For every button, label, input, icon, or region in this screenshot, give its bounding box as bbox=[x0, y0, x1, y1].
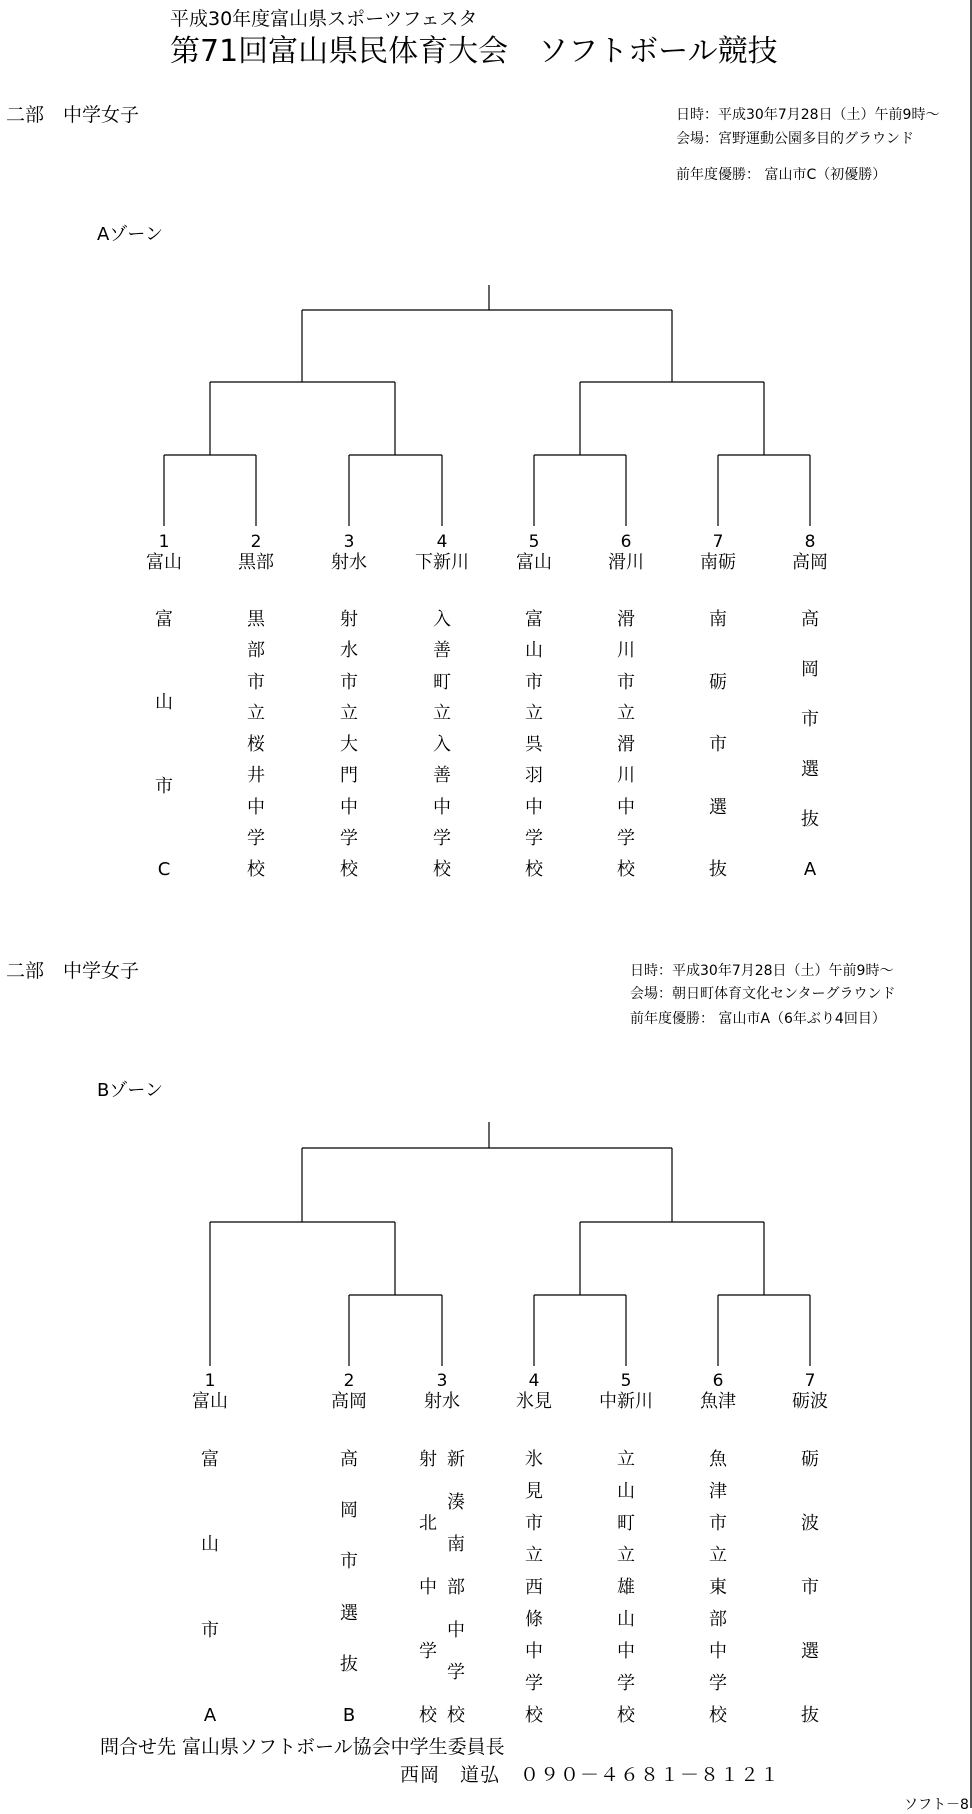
team-name-char: 岡 bbox=[340, 1500, 358, 1522]
team-name-char: 市 bbox=[201, 1619, 219, 1641]
team-name-char: 学 bbox=[617, 827, 635, 849]
page-label: ソフト－8 bbox=[904, 1797, 969, 1813]
team-short-name: 滑川 bbox=[608, 552, 644, 573]
team-name-char: 富 bbox=[201, 1449, 219, 1470]
team-name-char: 立 bbox=[617, 702, 635, 724]
team-entry bbox=[780, 1371, 840, 1413]
team-name-char: 雄 bbox=[617, 1577, 635, 1598]
team-name-char: 南 bbox=[709, 609, 727, 630]
team-name-char: 部 bbox=[247, 640, 265, 662]
team-number: 2 bbox=[343, 1371, 355, 1391]
team-name-char: 入 bbox=[433, 734, 451, 755]
team-name-char: 砺 bbox=[709, 671, 727, 693]
contact-person-phone: 西岡 道弘 ０９０－４６８１－８１２１ bbox=[400, 1764, 781, 1786]
team-name-char: 校 bbox=[617, 859, 635, 880]
venue-b: 会場：朝日町体育文化センターグラウンド bbox=[630, 986, 896, 1002]
team-name-char: 射 bbox=[419, 1449, 437, 1470]
team-name-char: 立 bbox=[433, 702, 451, 724]
team-name-char: 部 bbox=[447, 1577, 465, 1598]
team-name-char: 波 bbox=[801, 1513, 819, 1534]
team-name-char: 羽 bbox=[525, 765, 543, 787]
team-short-name: 高岡 bbox=[792, 552, 828, 573]
team-name-char: 川 bbox=[617, 640, 635, 662]
team-name-char: 町 bbox=[433, 671, 451, 693]
last-winner-a: 前年度優勝： 富山市C（初優勝） bbox=[676, 167, 887, 183]
team-name-char: 井 bbox=[247, 765, 265, 787]
team-name-char: 水 bbox=[340, 640, 358, 662]
team-entry bbox=[596, 1371, 656, 1413]
team-name-char: 市 bbox=[247, 671, 265, 693]
team-name-char: 校 bbox=[419, 1705, 437, 1726]
team-name-char: 砺 bbox=[801, 1449, 819, 1470]
team-name-char: 條 bbox=[525, 1609, 543, 1630]
team-name-char: 校 bbox=[433, 859, 451, 880]
team-number: 5 bbox=[528, 532, 540, 552]
team-name-char: 見 bbox=[525, 1481, 543, 1502]
last-winner-b: 前年度優勝： 富山市A（6年ぶり4回目） bbox=[630, 1011, 886, 1027]
team-name-char: 市 bbox=[709, 1513, 727, 1534]
team-number: 3 bbox=[436, 1371, 448, 1391]
team-number: 4 bbox=[436, 532, 448, 552]
team-number: 7 bbox=[712, 532, 724, 552]
team-name-char: 市 bbox=[801, 1577, 819, 1598]
team-name-char: 滑 bbox=[617, 734, 635, 755]
team-name-char: 善 bbox=[433, 765, 451, 787]
team-name-char: 門 bbox=[340, 765, 358, 787]
team-name-char: 校 bbox=[340, 859, 358, 880]
team-name-char: 中 bbox=[525, 796, 543, 818]
team-name-char: 南 bbox=[447, 1534, 465, 1556]
team-number: 4 bbox=[528, 1371, 540, 1391]
team-name-char: 氷 bbox=[525, 1449, 543, 1470]
team-name-char: 立 bbox=[617, 1545, 635, 1566]
team-name-char: 山 bbox=[155, 692, 173, 714]
team-name-char: 校 bbox=[617, 1705, 635, 1726]
team-short-name: 砺波 bbox=[792, 1391, 828, 1412]
team-name-char: 西 bbox=[525, 1577, 543, 1598]
team-name-char: 学 bbox=[525, 827, 543, 849]
team-name-char: 選 bbox=[709, 796, 727, 818]
team-name-char: 学 bbox=[447, 1662, 465, 1684]
team-name-char: 北 bbox=[419, 1513, 437, 1534]
team-name-char: 学 bbox=[525, 1673, 543, 1694]
team-name-char: 中 bbox=[419, 1577, 437, 1598]
team-name-char: 新 bbox=[447, 1449, 465, 1470]
team-name-char: 学 bbox=[340, 827, 358, 849]
team-number: 6 bbox=[712, 1371, 724, 1391]
team-name-char: 山 bbox=[525, 640, 543, 662]
team-name-char: 立 bbox=[247, 702, 265, 724]
team-name-char: 校 bbox=[447, 1705, 465, 1726]
team-name-char: 岡 bbox=[801, 659, 819, 680]
team-name-char: 中 bbox=[433, 796, 451, 818]
date-a: 日時：平成30年7月28日（土）午前9時～ bbox=[676, 107, 940, 123]
team-name-char: 町 bbox=[617, 1513, 635, 1534]
team-name-char: 立 bbox=[617, 1449, 635, 1470]
team-name-char: 中 bbox=[709, 1641, 727, 1662]
team-short-name: 黒部 bbox=[238, 552, 274, 573]
team-name-char: 抜 bbox=[801, 1705, 819, 1726]
team-short-name: 中新川 bbox=[599, 1391, 653, 1412]
team-number: 1 bbox=[204, 1371, 216, 1391]
team-name-char: 校 bbox=[525, 1705, 543, 1726]
team-name-char: 中 bbox=[525, 1641, 543, 1662]
team-name-char: 学 bbox=[709, 1673, 727, 1694]
team-name-char: 選 bbox=[340, 1602, 358, 1624]
team-number: 2 bbox=[250, 532, 262, 552]
team-name-char: A bbox=[803, 859, 817, 880]
date-b: 日時：平成30年7月28日（土）午前9時～ bbox=[630, 963, 894, 979]
team-number: 3 bbox=[343, 532, 355, 552]
team-name-char: 大 bbox=[340, 734, 358, 755]
team-name-char: 魚 bbox=[709, 1449, 727, 1470]
team-name-char: 中 bbox=[340, 796, 358, 818]
team-name-char: 射 bbox=[340, 609, 358, 630]
team-short-name: 魚津 bbox=[700, 1391, 736, 1412]
team-entry bbox=[319, 1371, 379, 1413]
zone-label-b: Bゾーン bbox=[97, 1080, 163, 1101]
team-name-char: 善 bbox=[433, 640, 451, 662]
team-name-char: 立 bbox=[525, 702, 543, 724]
zone-label-a: Aゾーン bbox=[97, 224, 163, 245]
team-number: 7 bbox=[804, 1371, 816, 1391]
team-name-char: 湊 bbox=[447, 1491, 465, 1513]
team-entry bbox=[412, 1371, 472, 1413]
team-number: 1 bbox=[158, 532, 170, 552]
team-name-char: 山 bbox=[201, 1534, 219, 1556]
team-number: 5 bbox=[620, 1371, 632, 1391]
team-name-char: 市 bbox=[340, 671, 358, 693]
team-name-char: 市 bbox=[155, 775, 173, 797]
team-name-char: 中 bbox=[447, 1619, 465, 1641]
team-name-char: 抜 bbox=[709, 859, 727, 880]
team-name-char: 高 bbox=[801, 609, 819, 630]
team-name-char: B bbox=[342, 1705, 356, 1726]
team-entry bbox=[180, 1371, 240, 1413]
team-name-char: 学 bbox=[617, 1673, 635, 1694]
team-name-char: 立 bbox=[340, 702, 358, 724]
team-name-char: 抜 bbox=[801, 809, 819, 830]
page-title: 第71回富山県民体育大会 ソフトボール競技 bbox=[170, 34, 778, 69]
team-name-char: 黒 bbox=[247, 609, 265, 630]
team-name-char: 校 bbox=[247, 859, 265, 880]
team-name-char: 富 bbox=[525, 609, 543, 630]
team-name-char: 部 bbox=[709, 1609, 727, 1630]
team-name-char: 津 bbox=[709, 1481, 727, 1502]
team-name-char: 山 bbox=[617, 1609, 635, 1630]
team-name-char: 高 bbox=[340, 1449, 358, 1470]
team-name-char: 入 bbox=[433, 609, 451, 630]
team-name-char: 山 bbox=[617, 1481, 635, 1502]
team-name-char: A bbox=[203, 1705, 217, 1726]
team-name-char: 校 bbox=[525, 859, 543, 880]
team-short-name: 富山 bbox=[516, 552, 552, 573]
division-label-b: 二部 中学女子 bbox=[6, 960, 140, 982]
team-short-name: 射水 bbox=[331, 552, 367, 573]
team-name-char: 学 bbox=[247, 827, 265, 849]
team-short-name: 南砺 bbox=[700, 552, 736, 573]
team-name-char: 中 bbox=[617, 796, 635, 818]
team-name-char: 学 bbox=[433, 827, 451, 849]
team-short-name: 高岡 bbox=[331, 1391, 367, 1412]
team-name-char: 立 bbox=[525, 1545, 543, 1566]
team-name-char: 呉 bbox=[525, 734, 543, 755]
team-number: 8 bbox=[804, 532, 816, 552]
team-entry bbox=[688, 1371, 748, 1413]
team-name-char: 富 bbox=[155, 609, 173, 630]
venue-a: 会場：宮野運動公園多目的グラウンド bbox=[676, 131, 914, 147]
event-subtitle: 平成30年度富山県スポーツフェスタ bbox=[170, 8, 478, 30]
team-name-char: C bbox=[157, 859, 171, 880]
team-name-char: 校 bbox=[709, 1705, 727, 1726]
team-name-char: 立 bbox=[709, 1545, 727, 1566]
team-name-char: 東 bbox=[709, 1577, 727, 1598]
team-short-name: 富山 bbox=[192, 1391, 228, 1412]
team-name-char: 市 bbox=[617, 671, 635, 693]
team-name-char: 学 bbox=[419, 1641, 437, 1662]
team-name-char: 市 bbox=[525, 1513, 543, 1534]
team-name-char: 滑 bbox=[617, 609, 635, 630]
team-name-char: 選 bbox=[801, 759, 819, 780]
team-name-char: 市 bbox=[340, 1551, 358, 1573]
team-name-char: 抜 bbox=[340, 1653, 358, 1675]
team-name-char: 選 bbox=[801, 1641, 819, 1662]
team-name-char: 中 bbox=[247, 796, 265, 818]
team-short-name: 富山 bbox=[146, 552, 182, 573]
team-name-char: 中 bbox=[617, 1641, 635, 1662]
team-name-char: 川 bbox=[617, 765, 635, 787]
team-name-char: 市 bbox=[709, 734, 727, 755]
contact-organization: 問合せ先 富山県ソフトボール協会中学生委員長 bbox=[100, 1736, 505, 1758]
team-short-name: 氷見 bbox=[516, 1391, 552, 1412]
team-name-char: 市 bbox=[525, 671, 543, 693]
team-short-name: 射水 bbox=[424, 1391, 460, 1412]
team-short-name: 下新川 bbox=[415, 552, 469, 573]
team-name-char: 市 bbox=[801, 709, 819, 730]
team-number: 6 bbox=[620, 532, 632, 552]
division-label-a: 二部 中学女子 bbox=[6, 104, 140, 126]
team-name-char: 桜 bbox=[247, 734, 265, 755]
team-entry bbox=[504, 1371, 564, 1413]
